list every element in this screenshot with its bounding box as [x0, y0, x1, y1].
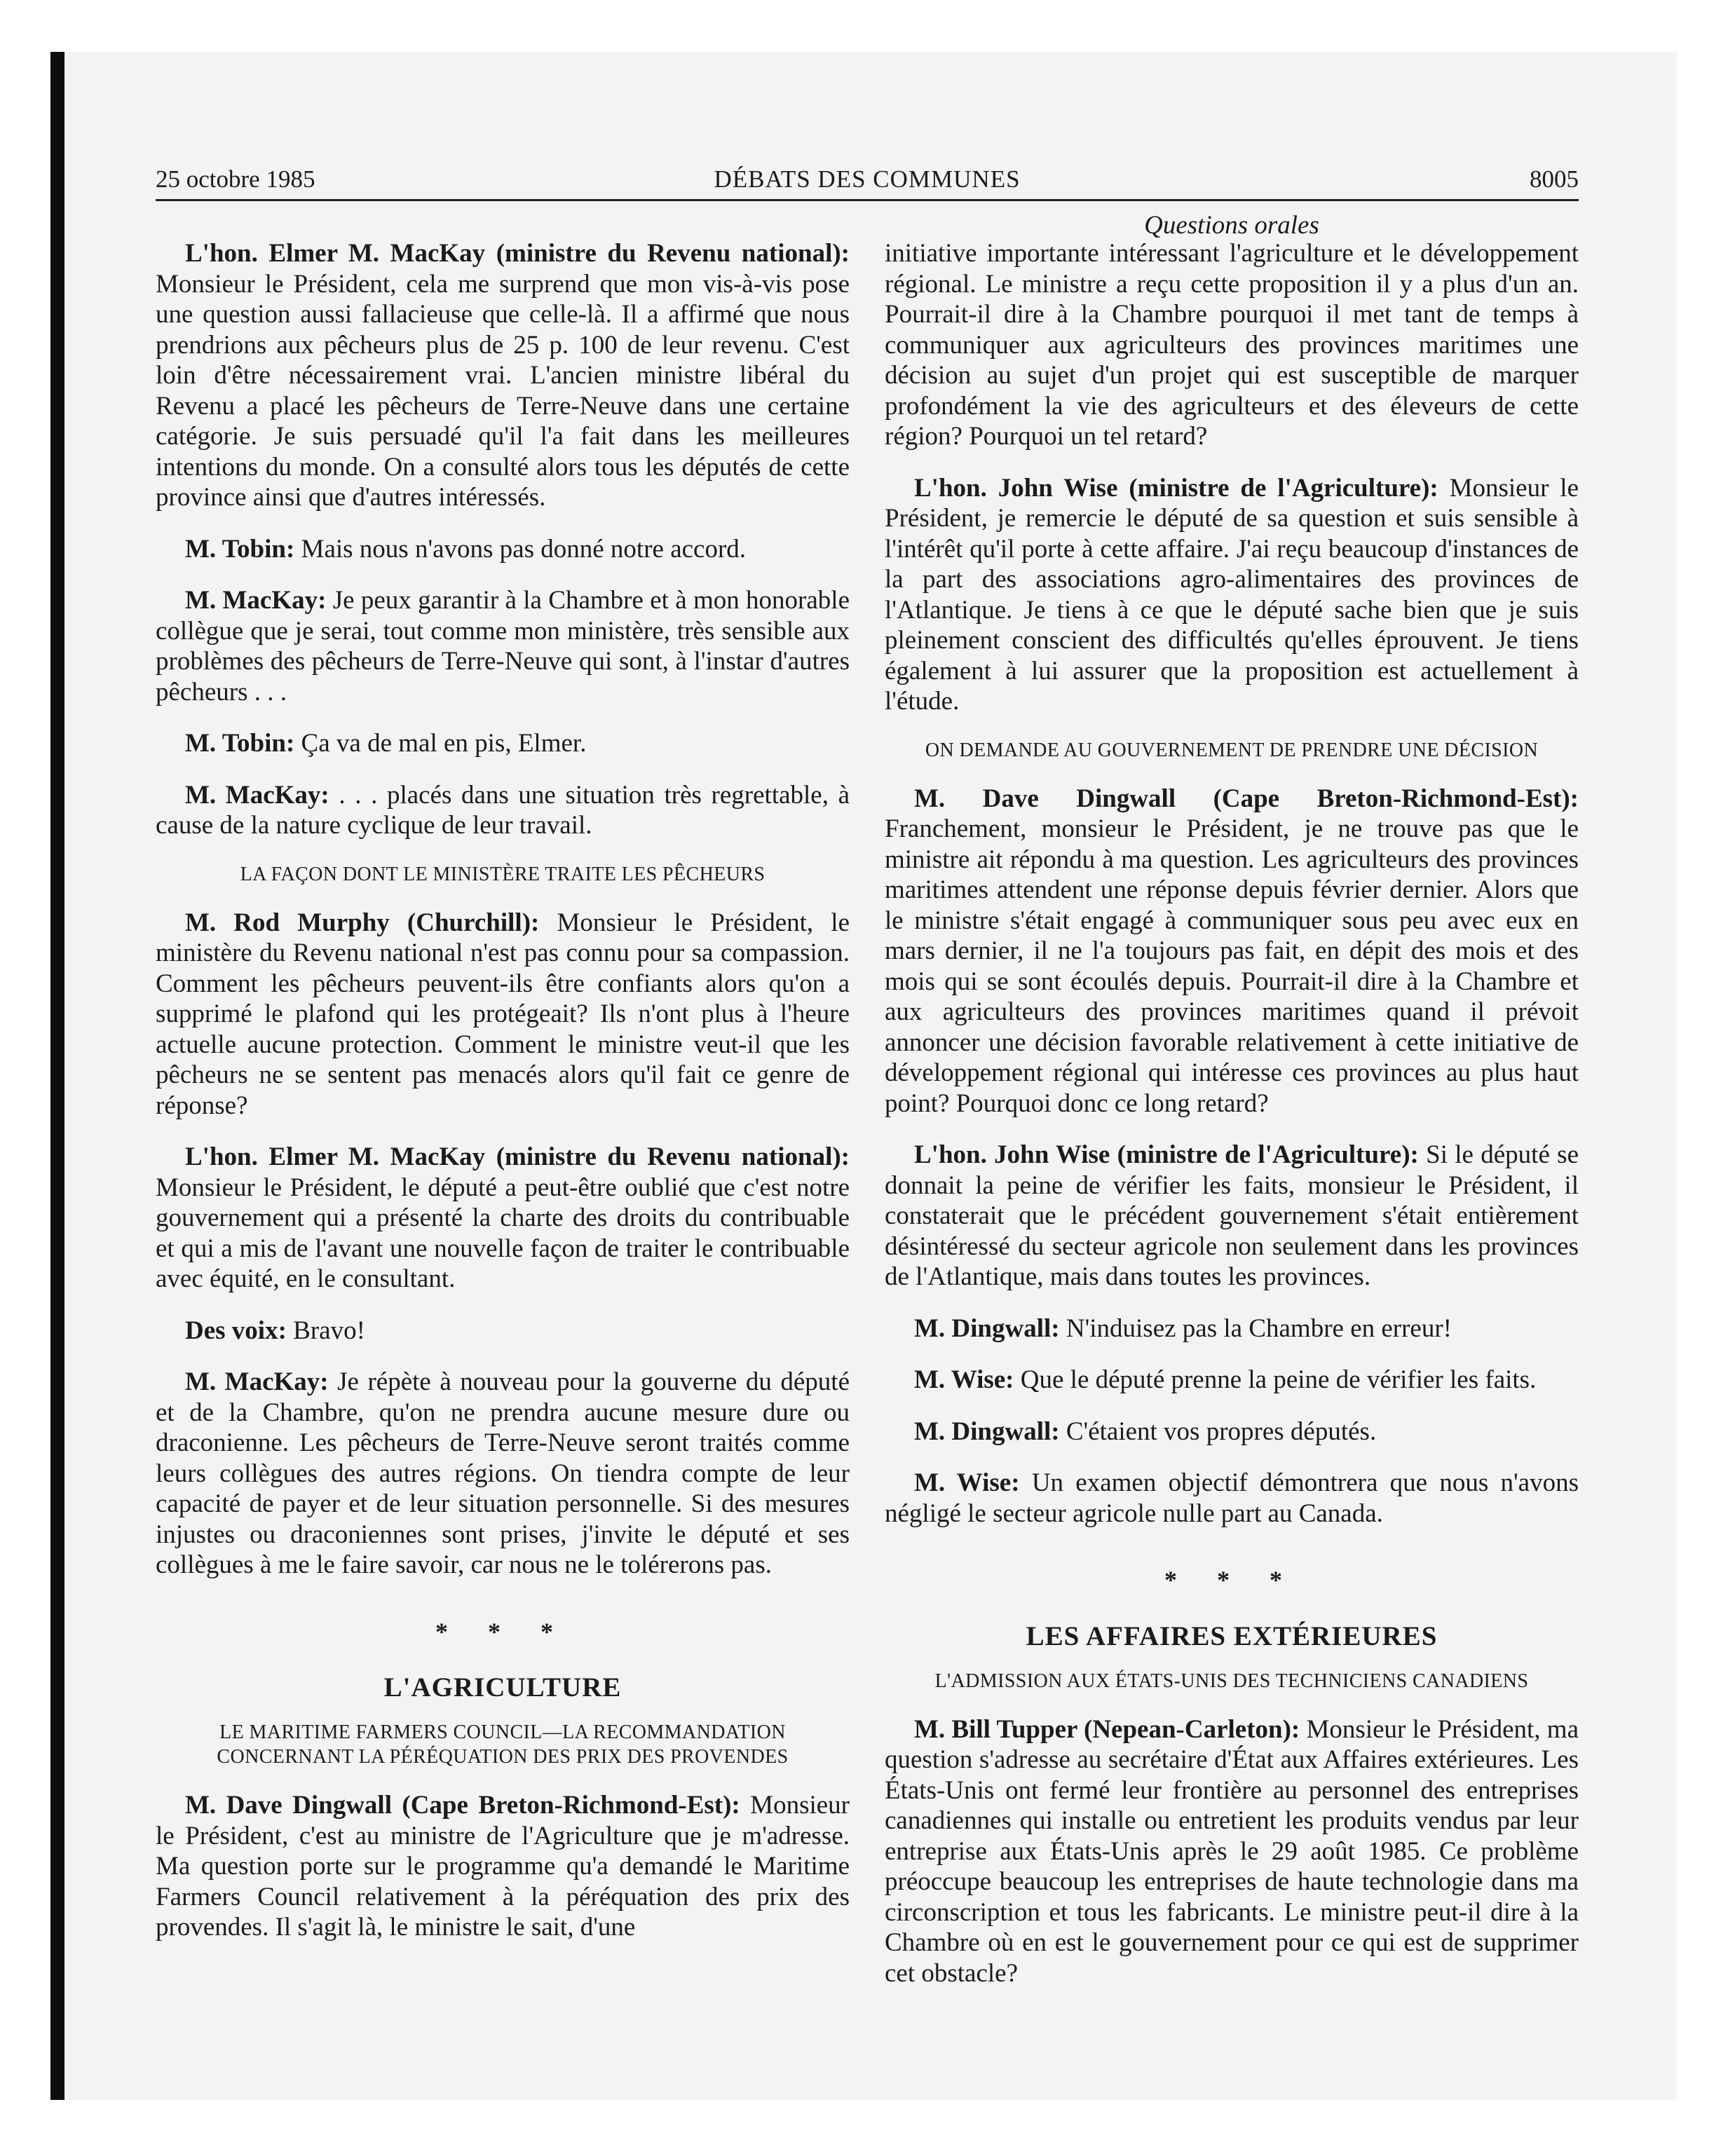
- paragraph: [156, 238, 850, 513]
- paragraph: [885, 1365, 1579, 1396]
- speaker-name: M. Tobin:: [185, 729, 295, 758]
- subheading-line: CONCERNANT LA PÉRÉQUATION DES PRIX DES PROVENDES: [217, 1746, 789, 1768]
- paragraph: [156, 780, 850, 841]
- speaker-name: M. Rod Murphy (Churchill):: [185, 908, 540, 937]
- page-header: [156, 160, 1579, 201]
- speaker-name: Des voix:: [185, 1316, 287, 1345]
- speech-text: initiative importante intéressant l'agriculture et le développement régional. Le ministre a reçu cette proposition il y a plus d'un an. Pourrait-il dire à la Chambre pourquoi il met tant de temps à communiquer aux agriculteurs des provinces maritimes une décision au sujet d'un projet qui est susceptible de marquer profondément la vie des agriculteurs et des éleveurs de cette région? Pourquoi un tel retard?: [885, 239, 1579, 451]
- paragraph: [156, 1790, 850, 1943]
- paragraph-continued: [885, 238, 1579, 452]
- speaker-name: M. MacKay:: [185, 586, 327, 615]
- paragraph: [156, 1316, 850, 1346]
- header-title: DÉBATS DES COMMUNES: [714, 165, 1021, 193]
- header-date: 25 octobre 1985: [156, 165, 315, 193]
- paragraph: [885, 1468, 1579, 1529]
- speaker-name: L'hon. Elmer M. MacKay (ministre du Revenu national):: [185, 1142, 850, 1171]
- subheading: ON DEMANDE AU GOUVERNEMENT DE PRENDRE UNE DÉCISION: [925, 739, 1539, 761]
- section-title: LES AFFAIRES EXTÉRIEURES: [1026, 1621, 1438, 1651]
- speaker-name: M. Wise:: [914, 1365, 1014, 1394]
- paragraph: [885, 473, 1579, 717]
- speech-text: Franchement, monsieur le Président, je ne trouve pas que le ministre ait répondu à ma question. Les agriculteurs des provinces maritimes attendent une réponse depuis février dernier. Alors que le ministre s'était engagé à communiquer sous peu avec eux en mars dernier, il ne l'a toujours pas fait, en dépit des mois et des mois qui se sont écoulés depuis. Pourrait-il dire à la Chambre et aux agriculteurs des provinces maritimes quand il prévoit annoncer une décision favorable relativement à cette initiative de développement régional qui intéresse ces provinces au plus haut point? Pourquoi donc ce long retard?: [885, 814, 1579, 1118]
- subheading: LA FAÇON DONT LE MINISTÈRE TRAITE LES PÊCHEURS: [240, 863, 766, 885]
- subheading: [156, 1720, 850, 1769]
- header-page-number: 8005: [1530, 165, 1579, 193]
- paragraph: [156, 585, 850, 707]
- speech-text: . . . placés dans une situation très regrettable, à cause de la nature cyclique de leur travail.: [156, 780, 850, 840]
- right-column: [885, 238, 1579, 2010]
- speech-text: Un examen objectif démontrera que nous n'avons négligé le secteur agricole nulle part au Canada.: [885, 1468, 1579, 1528]
- section-separator: * * *: [1164, 1566, 1299, 1594]
- subheading: L'ADMISSION AUX ÉTATS-UNIS DES TECHNICIENS CANADIENS: [934, 1670, 1529, 1692]
- speech-text: N'induisez pas la Chambre en erreur!: [1066, 1314, 1452, 1343]
- paragraph: [156, 908, 850, 1121]
- speech-text: Monsieur le Président, cela me surprend que mon vis-à-vis pose une question aussi fallacieuse que celle-là. Il a affirmé que nous prendrions aux pêcheurs plus de 25 p. 100 de leur revenu. C'est loin d'être nécessairement vrai. L'ancien ministre libéral du Revenu a placé les pêcheurs de Terre-Neuve dans une certaine catégorie. Je suis persuadé qu'il l'a fait dans les meilleures intentions du monde. On a consulté alors tous les députés de cette province ainsi que d'autres intéressés.: [156, 269, 850, 512]
- speaker-name: M. MacKay:: [185, 1367, 329, 1396]
- paragraph: [156, 728, 850, 759]
- speech-text: Que le député prenne la peine de vérifier les faits.: [1020, 1365, 1537, 1394]
- speaker-name: L'hon. John Wise (ministre de l'Agriculture):: [914, 1140, 1419, 1169]
- subheading-line: LE MARITIME FARMERS COUNCIL—LA RECOMMANDATION: [219, 1721, 786, 1743]
- speech-text: Bravo!: [293, 1316, 365, 1345]
- speaker-name: M. Dave Dingwall (Cape Breton-Richmond-Est):: [914, 784, 1579, 813]
- speaker-name: M. Tobin:: [185, 534, 295, 564]
- speaker-name: L'hon. Elmer M. MacKay (ministre du Revenu national):: [185, 239, 850, 268]
- speech-text: Ça va de mal en pis, Elmer.: [301, 729, 587, 758]
- speech-text: Je peux garantir à la Chambre et à mon honorable collègue que je serai, tout comme mon ministère, très sensible aux problèmes des pêcheurs de Terre-Neuve qui sont, à l'instar d'autres pêcheurs . . .: [156, 586, 850, 707]
- speech-text: Si le député se donnait la peine de vérifier les faits, monsieur le Président, il constaterait que le précédent gouvernement s'était entièrement désintéressé du secteur agricole non seulement dans les provinces de l'Atlantique, mais dans toutes les provinces.: [885, 1140, 1579, 1291]
- paragraph: [885, 1417, 1579, 1447]
- paragraph: [156, 534, 850, 565]
- paragraph: [156, 1367, 850, 1581]
- paragraph: [885, 1140, 1579, 1292]
- speech-text: Monsieur le Président, je remercie le député de sa question et suis sensible à l'intérêt qu'il porte à cette affaire. J'ai reçu beaucoup d'instances de la part des associations agro-alimentaires des provinces de l'Atlantique. Je tiens à ce que le député sache bien que je suis pleinement conscient des difficultés qu'elles éprouvent. Je tiens également à lui assurer que la proposition est actuellement à l'étude.: [885, 473, 1579, 716]
- speech-text: Je répète à nouveau pour la gouverne du député et de la Chambre, qu'on ne prendra aucune mesure dure ou draconienne. Les pêcheurs de Terre-Neuve seront traités comme leurs collègues des autres régions. On tiendra compte de leur capacité de payer et de leur situation personnelle. Si des mesures injustes ou draconiennes sont prises, j'invite le député et ses collègues à me le faire savoir, car nous ne le tolérerons pas.: [156, 1367, 850, 1579]
- left-column: [156, 238, 850, 1964]
- speaker-name: M. Dingwall:: [914, 1314, 1060, 1343]
- speech-text: Monsieur le Président, c'est au ministre de l'Agriculture que je m'adresse. Ma question porte sur le programme qu'a demandé le Maritime Farmers Council relativement à la péréquation des prix des provendes. Il s'agit là, le ministre le sait, d'une: [156, 1791, 850, 1942]
- speaker-name: M. Dave Dingwall (Cape Breton-Richmond-Est):: [185, 1791, 740, 1820]
- speech-text: Monsieur le Président, le ministère du Revenu national n'est pas connu pour sa compassion. Comment les pêcheurs peuvent-ils être confiants alors qu'on a supprimé le plafond qui les protégeait? Ils n'ont plus à l'heure actuelle aucune protection. Comment le ministre veut-il que les pêcheurs ne se sentent pas menacés alors qu'il fait ce genre de réponse?: [156, 908, 850, 1120]
- speaker-name: L'hon. John Wise (ministre de l'Agriculture):: [914, 473, 1438, 503]
- paragraph: [885, 1714, 1579, 1989]
- speech-text: Monsieur le Président, le député a peut-être oublié que c'est notre gouvernement qui a présenté la charte des droits du contribuable et qui a mis de l'avant une nouvelle façon de traiter le contribuable avec équité, en le consultant.: [156, 1173, 850, 1293]
- running-head: Questions orales: [1144, 211, 1319, 240]
- scan-edge-bar: [50, 52, 64, 2100]
- speaker-name: M. MacKay:: [185, 780, 329, 810]
- speaker-name: M. Dingwall:: [914, 1417, 1060, 1446]
- paragraph: [885, 1314, 1579, 1344]
- speaker-name: M. Bill Tupper (Nepean-Carleton):: [914, 1714, 1300, 1744]
- speech-text: Monsieur le Président, ma question s'adresse au secrétaire d'État aux Affaires extérieures. Les États-Unis ont fermé leur frontière au personnel des entreprises canadiennes qui installe ou entretient les produits vendus par leur entreprise aux États-Unis après le 29 août 1985. Ce problème préoccupe beaucoup les entreprises de haute technologie dans ma circonscription et tous les fabricants. Le ministre peut-il dire à la Chambre où en est le gouvernement pour ce qui est de supprimer cet obstacle?: [885, 1714, 1579, 1988]
- speech-text: Mais nous n'avons pas donné notre accord.: [301, 534, 747, 564]
- section-title: L'AGRICULTURE: [383, 1672, 622, 1703]
- paragraph: [885, 784, 1579, 1119]
- speech-text: C'étaient vos propres députés.: [1066, 1417, 1377, 1446]
- paragraph: [156, 1142, 850, 1295]
- section-separator: * * *: [435, 1617, 570, 1646]
- speaker-name: M. Wise:: [914, 1468, 1020, 1497]
